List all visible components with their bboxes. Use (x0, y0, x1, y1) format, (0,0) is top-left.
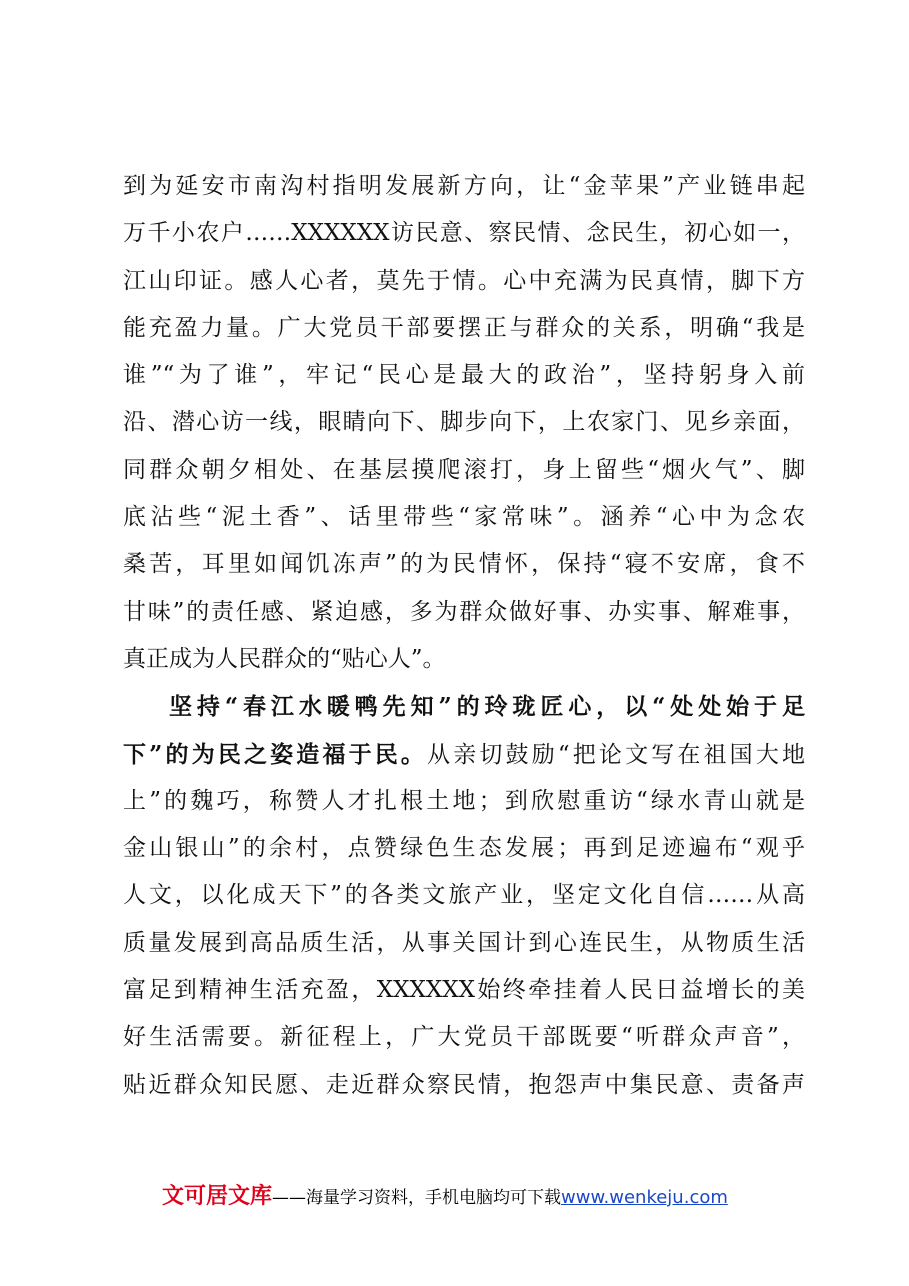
text-line: 江山印证。感人心者，莫先于情。心中充满为民真情，脚下方 (123, 267, 805, 294)
paragraph-continuation: 从亲切鼓励“把论文写在祖国大地 (427, 741, 805, 768)
text-line: 质量发展到高品质生活，从事关国计到心连民生，从物质生活 (123, 929, 805, 956)
body-text (123, 163, 805, 1109)
text-line: 谁”“为了谁”，牢记“民心是最大的政治”，坚持躬身入前 (123, 362, 805, 389)
text-line: 到为延安市南沟村指明发展新方向，让“金苹果”产业链串起 (123, 173, 805, 199)
text-line: 富足到精神生活充盈，XXXXXX始终牵挂着人民日益增长的美 (123, 977, 805, 1004)
website-link[interactable]: www.wenkeju.com (561, 1187, 728, 1208)
text-line: 桑苦，耳里如闻饥冻声”的为民情怀，保持“寝不安席，食不 (123, 551, 805, 578)
text-line: 同群众朝夕相处、在基层摸爬滚打，身上留些“烟火气”、脚 (123, 456, 805, 483)
text-line: 人文，以化成天下”的各类文旅产业，坚定文化自信……从高 (123, 882, 805, 909)
text-line: 能充盈力量。广大党员干部要摆正与群众的关系，明确“我是 (123, 314, 805, 341)
text-line-mixed (123, 731, 805, 778)
text-line: 万千小农户……XXXXXX访民意、察民情、念民生，初心如一， (123, 220, 805, 247)
text-line: 真正成为人民群众的“贴心人”。 (123, 645, 446, 672)
text-line: 沿、潜心访一线，眼睛向下、脚步向下，上农家门、见乡亲面， (123, 409, 805, 436)
brand-name: 文可居文库 (162, 1184, 273, 1209)
text-line: 底沾些“泥土香”、话里带些“家常味”。涵养“心中为念农 (123, 504, 805, 531)
text-line: 好生活需要。新征程上，广大党员干部既要“听群众声音”， (123, 1024, 805, 1051)
text-line: 甘味”的责任感、紧迫感，多为群众做好事、办实事、解难事， (123, 598, 805, 625)
text-line: 上”的魏巧，称赞人才扎根土地；到欣慰重访“绿水青山就是 (123, 787, 805, 814)
footer-banner (162, 1180, 728, 1214)
text-line: 金山银山”的余村，点赞绿色生态发展；再到足迹遍布“观乎 (123, 835, 805, 862)
paragraph-heading-line: 坚持“春江水暖鸭先知”的玲珑匠心，以“处处始于足 (169, 693, 805, 721)
text-line: 贴近群众知民愿、走近群众察民情，抱怨声中集民意、责备声 (123, 1071, 805, 1098)
paragraph-heading-tail: 下”的为民之姿造福于民。 (123, 740, 428, 768)
footer-slogan: ——海量学习资料，手机电脑均可下载 (272, 1188, 562, 1208)
